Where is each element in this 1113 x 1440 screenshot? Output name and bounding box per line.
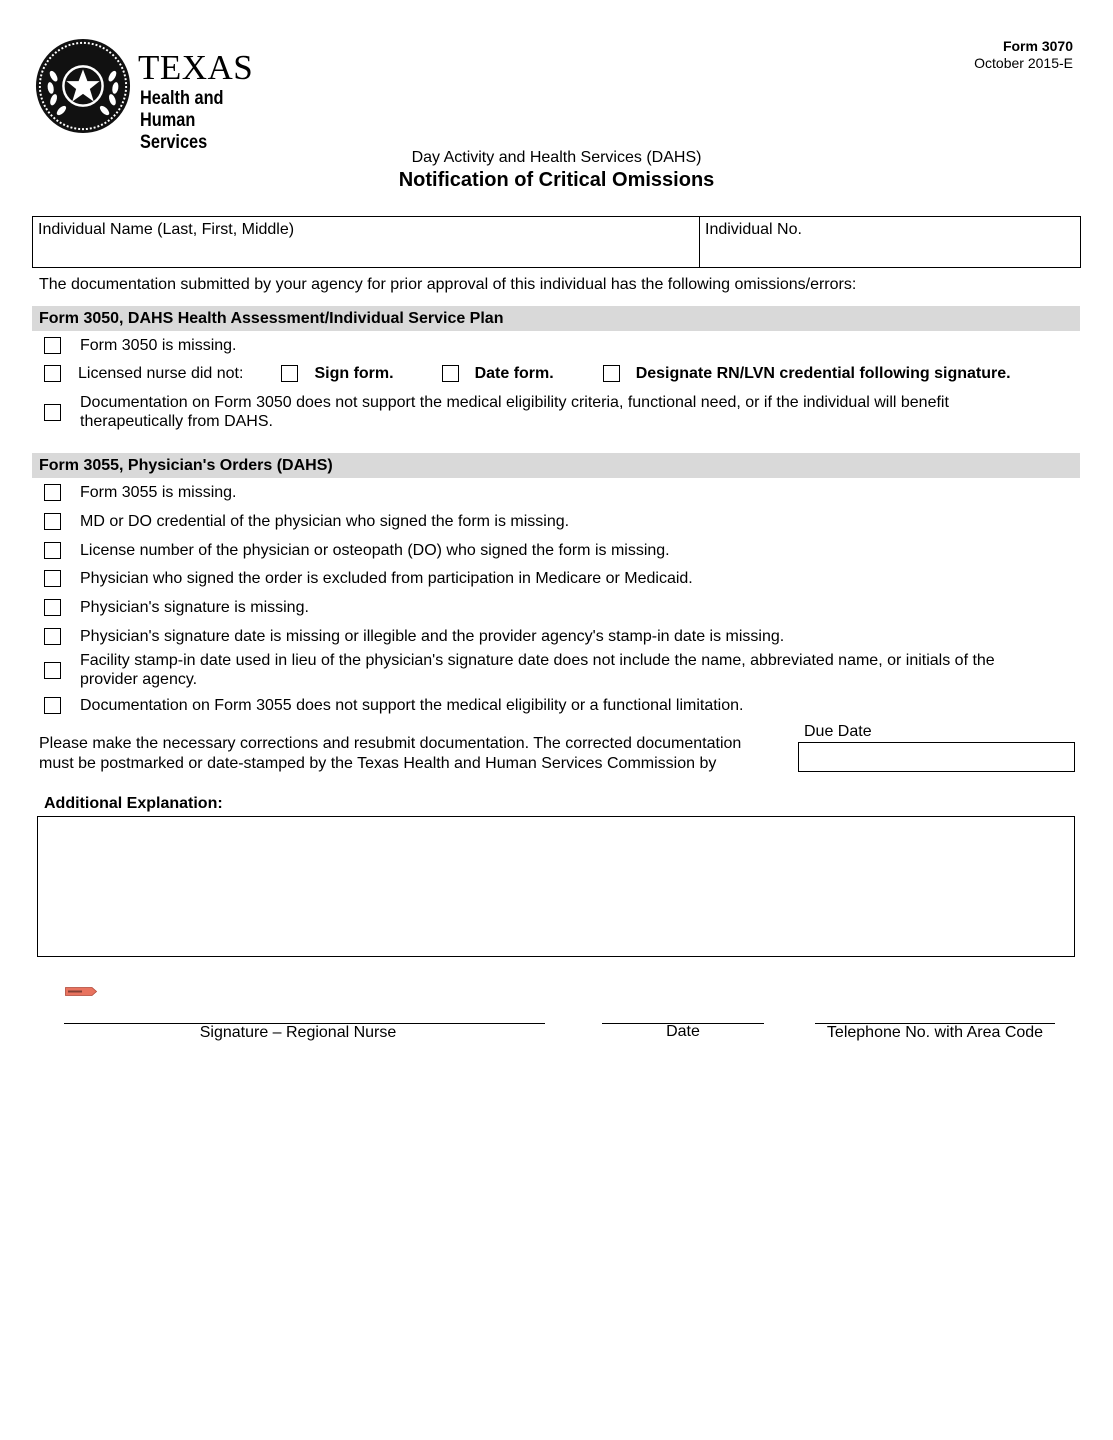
- identification-table: [32, 216, 1081, 268]
- checkbox[interactable]: [44, 404, 61, 421]
- texas-state-seal-icon: [34, 36, 132, 136]
- list-item: [44, 651, 1044, 689]
- checkbox[interactable]: [44, 599, 61, 616]
- list-item: [44, 393, 1004, 431]
- list-item: [44, 598, 309, 617]
- sign-form-label: Sign form.: [314, 365, 394, 382]
- list-item: [44, 483, 237, 502]
- resubmit-instructions: Please make the necessary corrections and resubmit documentation. The corrected documentation must be postmarked or date-stamped by the Texas Health and Human Services Commission by: [39, 735, 742, 772]
- checkbox-designate-credential[interactable]: [603, 365, 620, 382]
- item-label: Documentation on Form 3050 does not support the medical eligibility criteria, functional need, or if the individual will benefit therapeutically from DAHS.: [80, 394, 949, 430]
- logo-line-2: Health and Human: [140, 88, 224, 131]
- form-identifier: [974, 38, 1073, 72]
- list-item: [44, 627, 784, 646]
- form-subtitle: Day Activity and Health Services (DAHS): [411, 149, 702, 166]
- checkbox[interactable]: [44, 337, 61, 354]
- checkbox[interactable]: [44, 484, 61, 501]
- designate-credential-label: Designate RN/LVN credential following signature.: [635, 365, 1011, 382]
- list-item: [44, 336, 237, 355]
- list-item: [44, 696, 743, 715]
- date-form-label: Date form.: [474, 365, 554, 382]
- checkbox[interactable]: [44, 542, 61, 559]
- logo-line-3: Services: [140, 132, 208, 153]
- item-label: License number of the physician or osteopath (DO) who signed the form is missing.: [80, 542, 670, 559]
- item-label: Form 3050 is missing.: [80, 337, 237, 354]
- checkbox-sign-form[interactable]: [281, 365, 298, 382]
- item-label: Form 3055 is missing.: [80, 484, 237, 501]
- item-label: Documentation on Form 3055 does not support the medical eligibility or a functional limitation.: [80, 697, 744, 714]
- checkbox-date-form[interactable]: [442, 365, 459, 382]
- item-label: Licensed nurse did not:: [78, 365, 244, 382]
- item-label: MD or DO credential of the physician who signed the form is missing.: [80, 513, 570, 530]
- signature-label: Signature – Regional Nurse: [199, 1024, 397, 1041]
- checkbox[interactable]: [44, 570, 61, 587]
- list-item: [44, 541, 670, 560]
- due-date-field[interactable]: [798, 742, 1075, 772]
- individual-number-field[interactable]: [700, 217, 1081, 267]
- date-label: Date: [666, 1023, 700, 1040]
- individual-name-field[interactable]: [33, 217, 700, 267]
- individual-number-label: Individual No.: [705, 221, 802, 238]
- logo-texas-text: TEXAS: [138, 48, 254, 87]
- section-heading-form-3055: Form 3055, Physician's Orders (DAHS): [32, 453, 1080, 478]
- checkbox[interactable]: [44, 513, 61, 530]
- checkbox[interactable]: [44, 662, 61, 679]
- logo-agency-text: [140, 88, 272, 154]
- list-item: [44, 364, 1011, 383]
- item-label: Physician who signed the order is excluded from participation in Medicare or Medicaid.: [80, 570, 693, 587]
- additional-explanation-label: Additional Explanation:: [44, 795, 223, 812]
- checkbox[interactable]: [44, 365, 61, 382]
- page-title: Notification of Critical Omissions: [398, 169, 715, 191]
- sign-here-tag-icon[interactable]: [65, 987, 97, 996]
- form-number: Form 3070: [1002, 38, 1073, 54]
- list-item: [44, 569, 693, 588]
- item-label: Physician's signature is missing.: [80, 599, 309, 616]
- telephone-label: Telephone No. with Area Code: [826, 1024, 1044, 1041]
- section-heading-form-3050: Form 3050, DAHS Health Assessment/Individual Service Plan: [32, 306, 1080, 331]
- form-revision: October 2015-E: [974, 55, 1073, 71]
- additional-explanation-field[interactable]: [37, 816, 1075, 957]
- intro-text: The documentation submitted by your agency for prior approval of this individual has the following omissions/errors:: [39, 276, 857, 293]
- due-date-label: Due Date: [804, 723, 872, 740]
- individual-name-label: Individual Name (Last, First, Middle): [38, 221, 295, 238]
- list-item: [44, 512, 569, 531]
- item-label: Facility stamp-in date used in lieu of the physician's signature date does not include the name, abbreviated name, or initials of the provider agency.: [80, 652, 995, 688]
- texas-hhs-logo: [34, 36, 294, 153]
- item-label: Physician's signature date is missing or illegible and the provider agency's stamp-in date is missing.: [80, 628, 785, 645]
- title-block: [0, 148, 1113, 192]
- checkbox[interactable]: [44, 628, 61, 645]
- checkbox[interactable]: [44, 697, 61, 714]
